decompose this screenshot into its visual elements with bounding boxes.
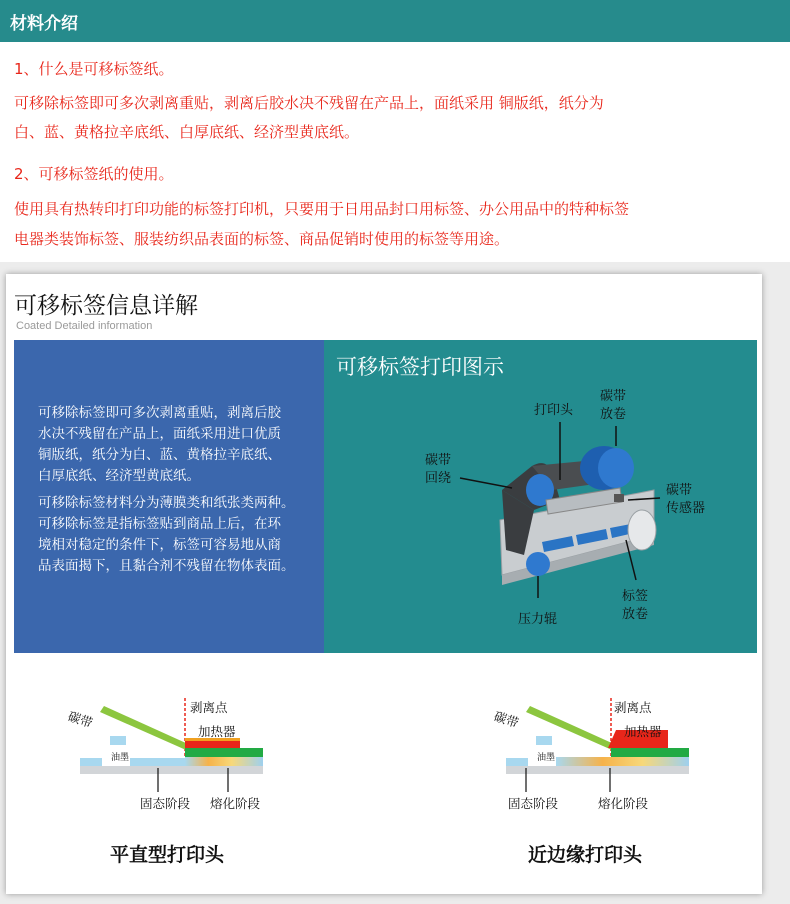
section-header (0, 0, 790, 42)
head1-heater-label: 加热器 (198, 724, 236, 739)
head1-caption: 平直型打印头 (110, 844, 225, 866)
section-title: 材料介绍 (10, 14, 78, 34)
head2-melt-stage-label: 熔化阶段 (598, 796, 649, 811)
label-ribbon-unwind-1: 碳带 (600, 389, 627, 404)
intro-q2-line2: 电器类装饰标签、服装纺织品表面的标签、商品促销时使用的标签等用途。 (14, 230, 510, 248)
label-label-unwind-2: 放卷 (622, 607, 649, 622)
head2-solid-stage-label: 固态阶段 (508, 796, 559, 811)
label-ribbon-sensor-1: 碳带 (666, 483, 693, 498)
intro-q1-line1: 可移除标签即可多次剥离重贴，剥离后胶水决不残留在产品上，面纸采用 铜版纸，纸分为 (14, 94, 604, 112)
head1-ink-label: 油墨 (111, 753, 130, 763)
intro-q1-line2: 白、蓝、黄格拉辛底纸、白厚底纸、经济型黄底纸。 (14, 123, 360, 141)
flat-head-diagram (70, 698, 280, 778)
detail-subtitle: Coated Detailed information (16, 320, 153, 332)
printer-mechanism-illustration (324, 340, 757, 653)
description-line: 白厚底纸、经济型黄底纸。 (38, 468, 200, 484)
intro-q1-heading: 1、什么是可移标签纸。 (14, 60, 174, 78)
head1-peel-point-label: 剥离点 (190, 700, 228, 715)
head2-peel-point-label: 剥离点 (614, 700, 652, 715)
label-ribbon-rewind-2: 回绕 (425, 471, 452, 486)
label-print-head: 打印头 (534, 403, 574, 418)
head1-melt-stage-label: 熔化阶段 (210, 796, 261, 811)
label-label-unwind-1: 标签 (622, 589, 649, 604)
description-line: 可移除标签材料分为薄膜类和纸张类两种。 (38, 495, 295, 511)
description-line: 境相对稳定的条件下，标签可容易地从商 (38, 537, 281, 553)
head1-ribbon-label: 碳带 (66, 708, 95, 731)
intro-q2-line1: 使用具有热转印打印功能的标签打印机，只要用于日用品封口用标签、办公用品中的特种标签 (14, 200, 630, 218)
label-ribbon-rewind-1: 碳带 (425, 453, 452, 468)
description-line: 水决不残留在产品上，面纸采用进口优质 (38, 426, 281, 442)
head2-caption: 近边缘打印头 (528, 844, 643, 866)
near-edge-head-diagram (496, 698, 706, 778)
label-pressure-roller: 压力辊 (518, 612, 558, 627)
description-line: 可移除标签即可多次剥离重贴，剥离后胶 (38, 405, 281, 421)
label-ribbon-sensor-2: 传感器 (666, 501, 706, 516)
description-line: 可移除标签是指标签贴到商品上后，在环 (38, 516, 281, 532)
printer-diagram-title: 可移标签打印图示 (336, 355, 504, 379)
description-line: 铜版纸，纸分为白、蓝、黄格拉辛底纸、 (38, 447, 281, 463)
head2-heater-label: 加热器 (624, 724, 662, 739)
label-ribbon-unwind-2: 放卷 (600, 407, 627, 422)
description-line: 品表面揭下，且黏合剂不残留在物体表面。 (38, 558, 295, 574)
intro-q2-heading: 2、可移标签纸的使用。 (14, 165, 174, 183)
detail-title: 可移标签信息详解 (14, 293, 198, 319)
head2-ink-label: 油墨 (537, 753, 556, 763)
head1-solid-stage-label: 固态阶段 (140, 796, 191, 811)
head2-ribbon-label: 碳带 (492, 708, 521, 731)
